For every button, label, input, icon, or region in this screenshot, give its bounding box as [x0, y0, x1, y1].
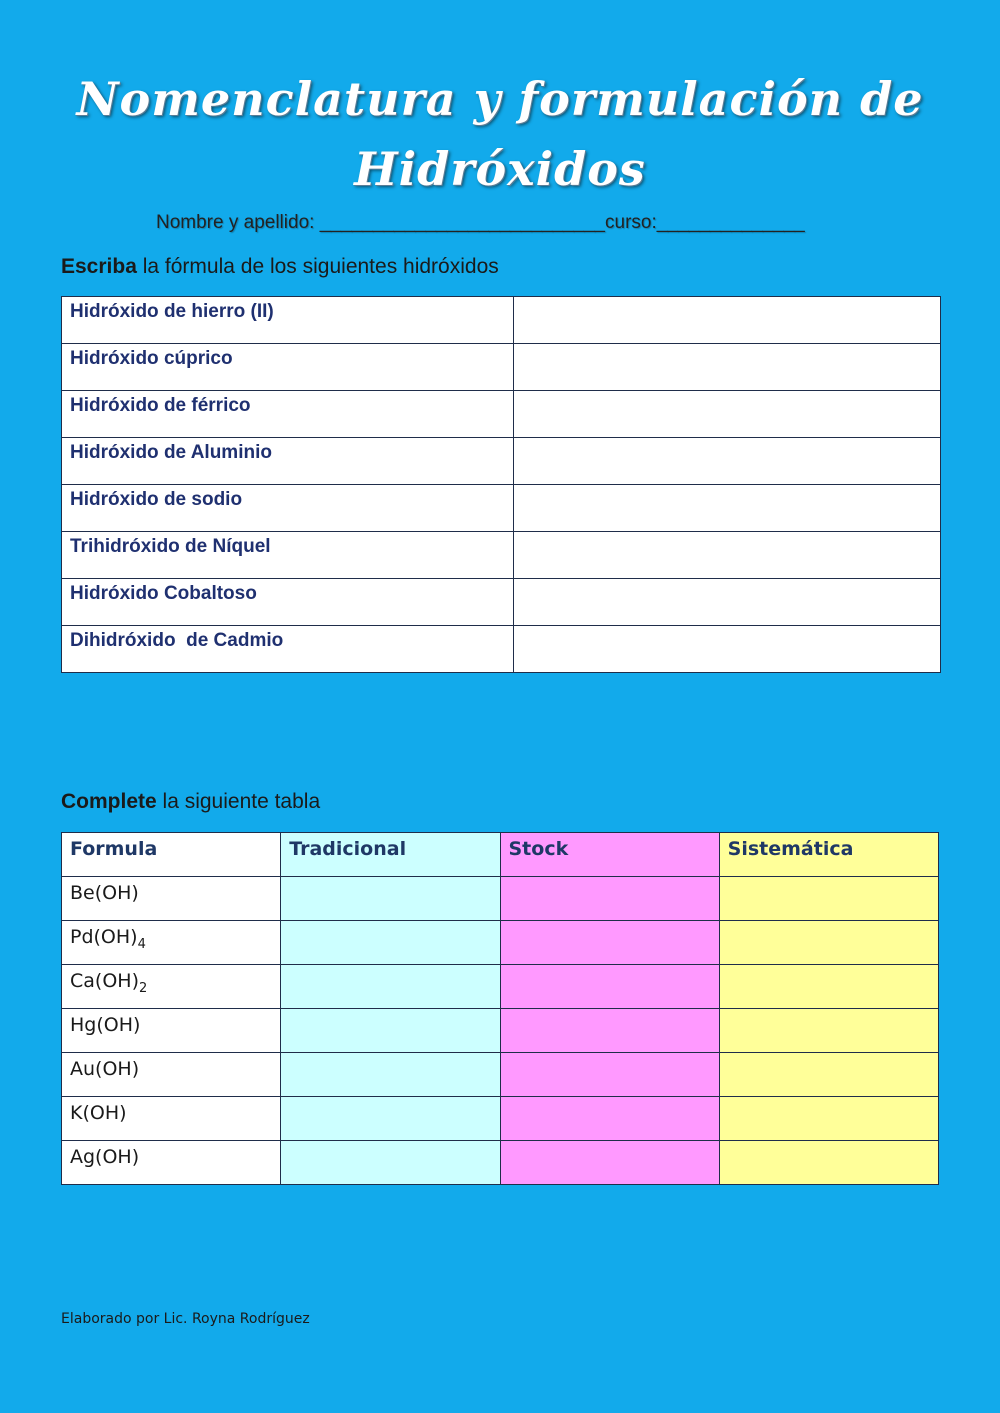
table-row: [62, 297, 941, 344]
hydroxide-name: Hidróxido cúprico: [62, 344, 514, 391]
table-row: [62, 1097, 939, 1141]
stock-answer-cell[interactable]: [500, 1009, 719, 1053]
formula-answer-cell[interactable]: [514, 626, 941, 673]
formula-answer-cell[interactable]: [514, 344, 941, 391]
stock-answer-cell[interactable]: [500, 965, 719, 1009]
table-row: [62, 1053, 939, 1097]
stock-answer-cell[interactable]: [500, 921, 719, 965]
table-row: [62, 438, 941, 485]
formula-base: Pd(OH): [70, 926, 138, 948]
sistematica-answer-cell[interactable]: [719, 921, 938, 965]
hydroxide-name: Hidróxido de hierro (II): [62, 297, 514, 344]
hydroxide-name: Trihidróxido de Níquel: [62, 532, 514, 579]
formula-cell: [62, 921, 281, 965]
formula-cell: [62, 1009, 281, 1053]
formula-answer-cell[interactable]: [514, 485, 941, 532]
hydroxide-name: Hidróxido de Aluminio: [62, 438, 514, 485]
hydroxide-name: Hidróxido de férrico: [62, 391, 514, 438]
sistematica-answer-cell[interactable]: [719, 877, 938, 921]
formula-base: Ag(OH): [70, 1146, 140, 1168]
stock-answer-cell[interactable]: [500, 1053, 719, 1097]
formula-base: K(OH): [70, 1102, 127, 1124]
table-row: [62, 344, 941, 391]
table-row: [62, 877, 939, 921]
table-row: [62, 532, 941, 579]
formula-answer-cell[interactable]: [514, 297, 941, 344]
stock-answer-cell[interactable]: [500, 1141, 719, 1185]
table-row: [62, 965, 939, 1009]
instruction-text: la fórmula de los siguientes hidróxidos: [136, 255, 499, 278]
hydroxide-name: Hidróxido Cobaltoso: [62, 579, 514, 626]
formula-answer-cell[interactable]: [514, 532, 941, 579]
hydroxide-name: Hidróxido de sodio: [62, 485, 514, 532]
formula-table: [61, 296, 941, 673]
tradicional-answer-cell[interactable]: [281, 1097, 500, 1141]
instruction-text: la siguiente tabla: [156, 790, 321, 813]
sistematica-answer-cell[interactable]: [719, 965, 938, 1009]
tradicional-answer-cell[interactable]: [281, 877, 500, 921]
table-row: [62, 921, 939, 965]
nomenclature-table: [61, 832, 939, 1185]
tradicional-answer-cell[interactable]: [281, 1053, 500, 1097]
table-row: [62, 626, 941, 673]
formula-answer-cell[interactable]: [514, 438, 941, 485]
page-title: [0, 64, 1000, 204]
formula-base: Ca(OH): [70, 970, 139, 992]
formula-cell: [62, 965, 281, 1009]
title-line-1: Nomenclatura y formulación de: [76, 72, 924, 126]
sistematica-answer-cell[interactable]: [719, 1141, 938, 1185]
header-formula: Formula: [62, 833, 281, 877]
table-row: [62, 1009, 939, 1053]
header-row: [62, 833, 939, 877]
tradicional-answer-cell[interactable]: [281, 921, 500, 965]
name-course-line[interactable]: Nombre y apellido: ___________________________curso:______________: [156, 212, 805, 233]
formula-answer-cell[interactable]: [514, 579, 941, 626]
header-tradicional: Tradicional: [281, 833, 500, 877]
sistematica-answer-cell[interactable]: [719, 1009, 938, 1053]
formula-subscript: 2: [138, 980, 148, 996]
formula-base: Au(OH): [70, 1058, 140, 1080]
instruction-write-formula: [61, 255, 499, 279]
header-stock: Stock: [500, 833, 719, 877]
formula-base: Hg(OH): [70, 1014, 141, 1036]
table-row: [62, 485, 941, 532]
formula-subscript: 4: [137, 936, 146, 952]
title-line-2: Hidróxidos: [354, 142, 646, 196]
tradicional-answer-cell[interactable]: [281, 965, 500, 1009]
formula-cell: [62, 1097, 281, 1141]
formula-cell: [62, 877, 281, 921]
hydroxide-name: Dihidróxido de Cadmio: [62, 626, 514, 673]
sistematica-answer-cell[interactable]: [719, 1053, 938, 1097]
formula-cell: [62, 1141, 281, 1185]
stock-answer-cell[interactable]: [500, 877, 719, 921]
table-row: [62, 391, 941, 438]
instruction-bold: Escriba: [61, 255, 137, 278]
table-row: [62, 1141, 939, 1185]
instruction-bold: Complete: [61, 790, 157, 813]
formula-answer-cell[interactable]: [514, 391, 941, 438]
instruction-complete-table: [61, 790, 320, 814]
formula-base: Be(OH): [70, 882, 139, 904]
sistematica-answer-cell[interactable]: [719, 1097, 938, 1141]
tradicional-answer-cell[interactable]: [281, 1009, 500, 1053]
formula-cell: [62, 1053, 281, 1097]
stock-answer-cell[interactable]: [500, 1097, 719, 1141]
header-sistematica: Sistemática: [719, 833, 938, 877]
table-row: [62, 579, 941, 626]
footer-credit: Elaborado por Lic. Royna Rodríguez: [61, 1311, 310, 1327]
tradicional-answer-cell[interactable]: [281, 1141, 500, 1185]
